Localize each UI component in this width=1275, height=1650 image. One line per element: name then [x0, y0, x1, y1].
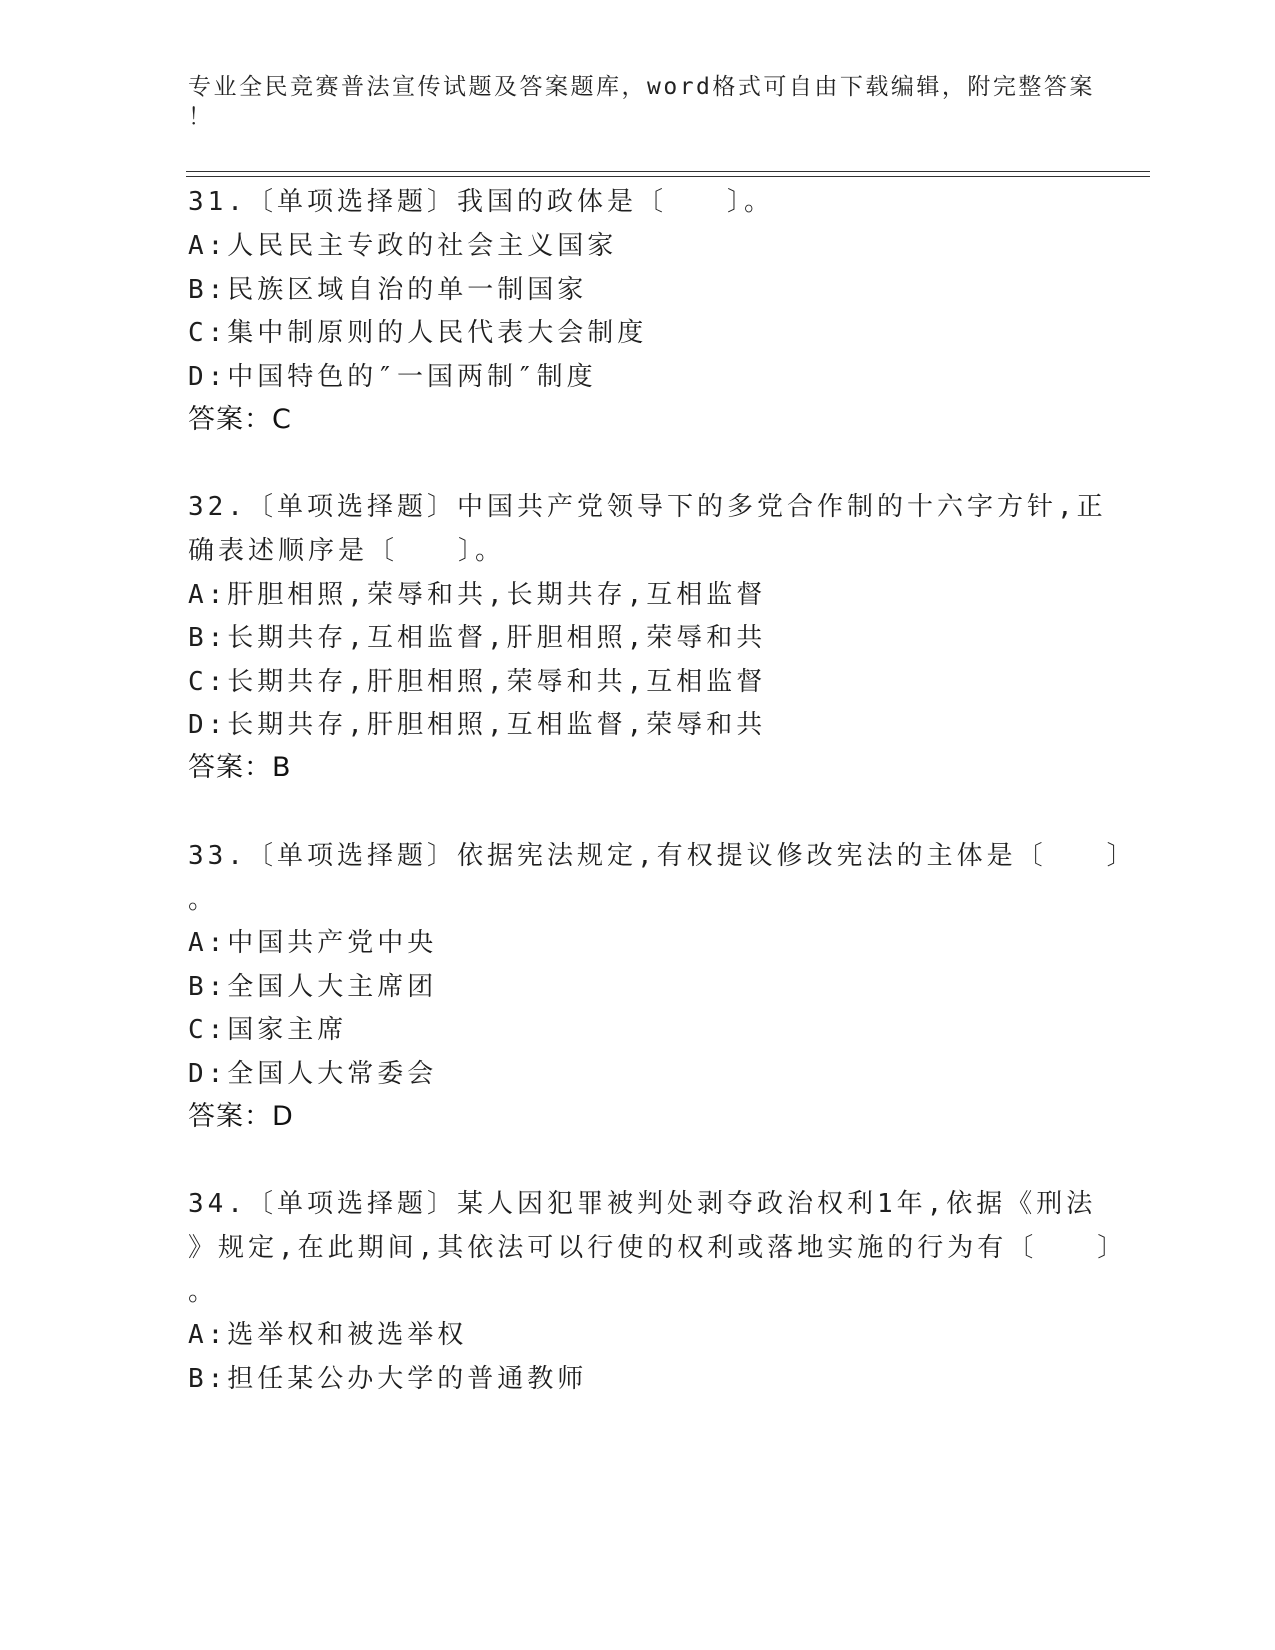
question-31-option-d: D:中国特色的″一国两制″制度	[188, 362, 597, 392]
question-31-option-c: C:集中制原则的人民代表大会制度	[188, 318, 648, 348]
question-33-option-a: A:中国共产党中央	[188, 928, 438, 958]
question-34-stem-line-3: 。	[188, 1277, 219, 1307]
question-34-stem-line-2: 》规定,在此期间,其依法可以行使的权利或落地实施的行为有〔 〕	[188, 1233, 1128, 1263]
document-header-line-2: ！	[188, 104, 214, 130]
question-32-option-d: D:长期共存,肝胆相照,互相监督,荣辱和共	[188, 710, 767, 740]
question-32-option-b: B:长期共存,互相监督,肝胆相照,荣辱和共	[188, 623, 767, 653]
question-33-option-b: B:全国人大主席团	[188, 972, 438, 1002]
question-33-answer: 答案：D	[188, 1101, 294, 1132]
question-33-stem-line-2: 。	[188, 885, 219, 915]
header-rule-top	[186, 171, 1150, 172]
question-32-stem-line-1: 32.〔单项选择题〕中国共产党领导下的多党合作制的十六字方针,正	[188, 492, 1107, 522]
question-31-option-b: B:民族区域自治的单一制国家	[188, 275, 588, 305]
question-32-option-a: A:肝胆相照,荣辱和共,长期共存,互相监督	[188, 580, 767, 610]
question-34-option-b: B:担任某公办大学的普通教师	[188, 1364, 588, 1394]
question-32-stem-line-2: 确表述顺序是〔 〕。	[188, 536, 506, 566]
document-header-line-1: 专业全民竞赛普法宣传试题及答案题库，word格式可自由下载编辑，附完整答案	[188, 74, 1095, 100]
question-32-option-c: C:长期共存,肝胆相照,荣辱和共,互相监督	[188, 667, 767, 697]
question-34-stem-line-1: 34.〔单项选择题〕某人因犯罪被判处剥夺政治权利1年,依据《刑法	[188, 1189, 1097, 1219]
question-31-option-a: A:人民民主专政的社会主义国家	[188, 231, 618, 261]
question-33-option-d: D:全国人大常委会	[188, 1059, 438, 1089]
header-rule-bottom	[186, 176, 1150, 177]
question-34-option-a: A:选举权和被选举权	[188, 1320, 468, 1350]
question-33-stem-line-1: 33.〔单项选择题〕依据宪法规定,有权提议修改宪法的主体是〔 〕	[188, 841, 1137, 871]
question-32-answer: 答案：B	[188, 752, 292, 783]
question-31-answer: 答案：C	[188, 404, 292, 435]
question-33-option-c: C:国家主席	[188, 1015, 348, 1045]
question-31-stem: 31.〔单项选择题〕我国的政体是〔 〕。	[188, 187, 774, 217]
